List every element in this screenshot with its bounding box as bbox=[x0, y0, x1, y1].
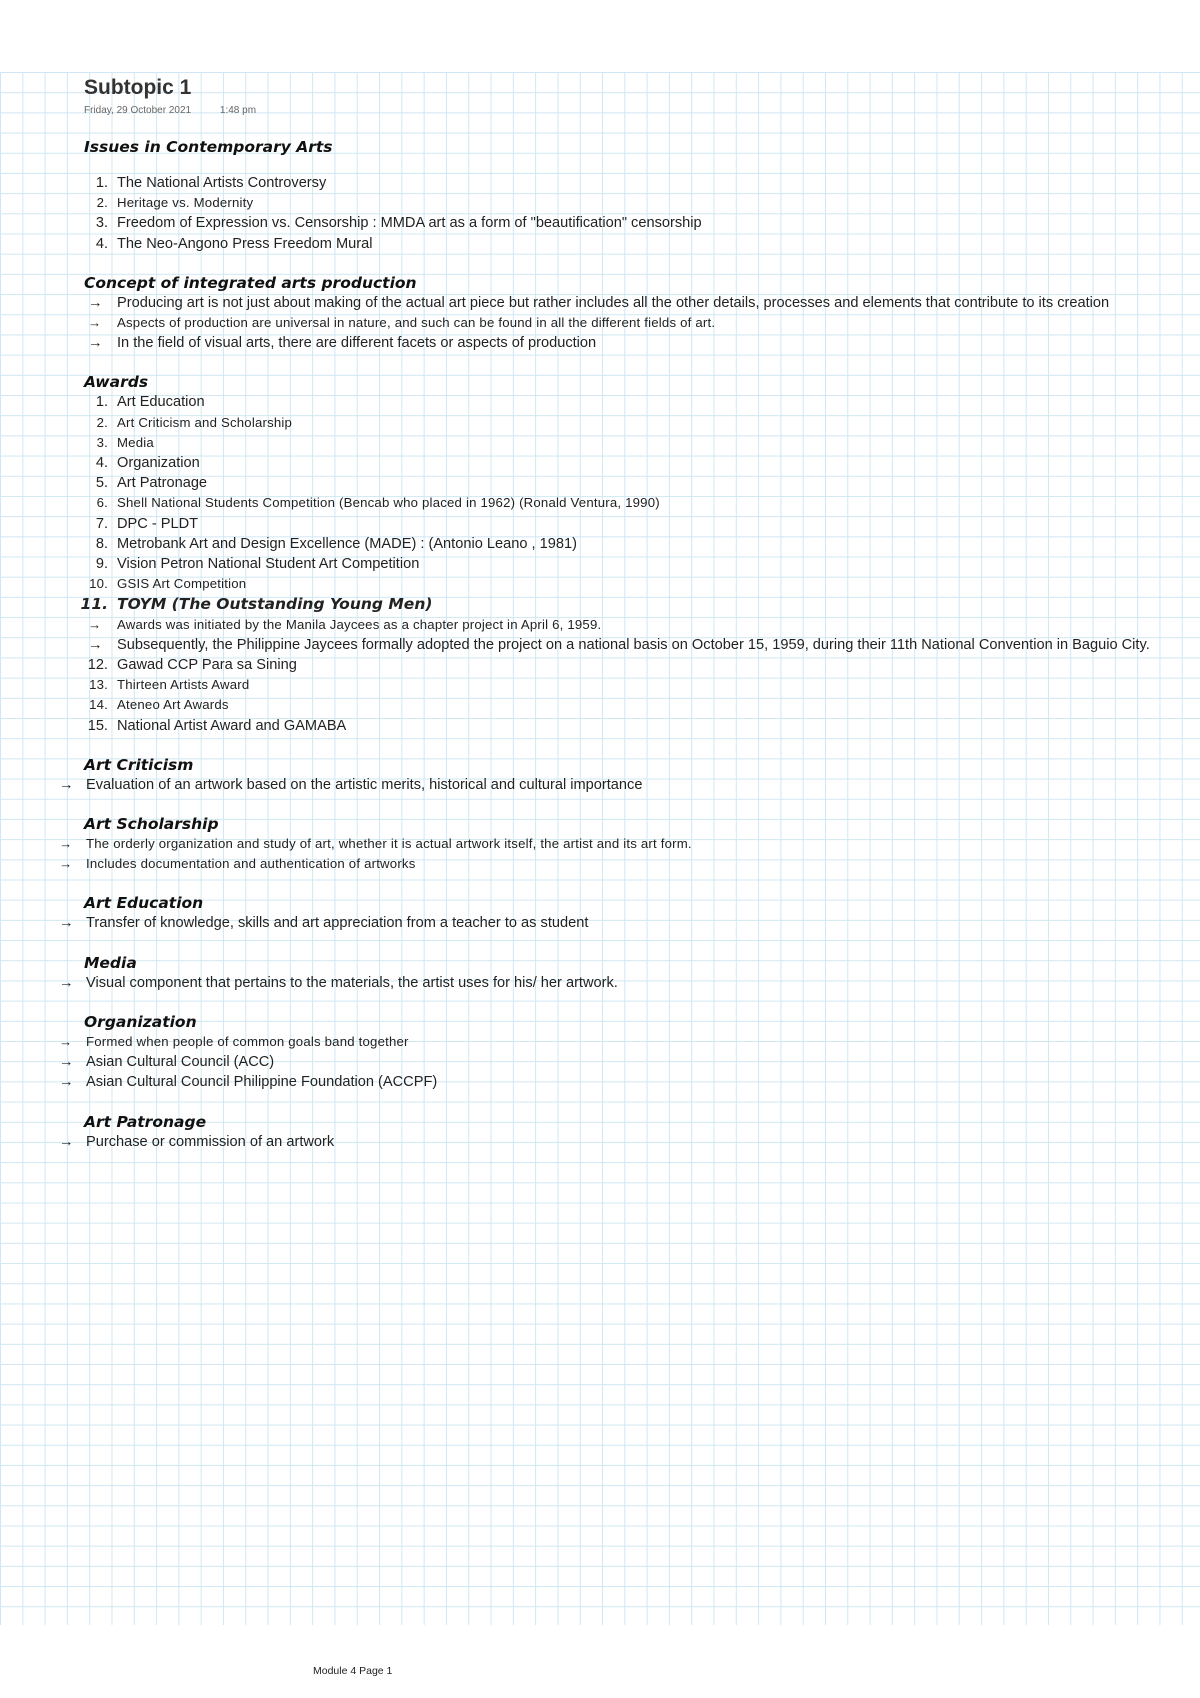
arrow-icon: → bbox=[59, 856, 73, 872]
list-item: → Asian Cultural Council (ACC) bbox=[84, 1052, 1194, 1072]
list-item: → Formed when people of common goals band together bbox=[84, 1032, 1194, 1052]
list-item: → In the field of visual arts, there are different facets or aspects of production bbox=[84, 333, 1194, 353]
art-scholarship-list bbox=[59, 834, 1194, 874]
list-item: 10. GSIS Art Competition bbox=[89, 576, 247, 592]
list-item: → Asian Cultural Council Philippine Foundation (ACCPF) bbox=[84, 1072, 1194, 1092]
art-patronage-heading: Art Patronage bbox=[84, 1112, 207, 1131]
arrow-icon: → bbox=[88, 335, 103, 352]
arrow-icon: → bbox=[59, 1033, 73, 1049]
arrow-icon: → bbox=[59, 836, 73, 852]
issues-list bbox=[84, 173, 1194, 254]
list-item: 15. National Artist Award and GAMABA bbox=[87, 717, 347, 734]
list-item: → Evaluation of an artwork based on the artistic merits, historical and cultural importance bbox=[84, 775, 1194, 795]
list-item: 9. Vision Petron National Student Art Competition bbox=[95, 556, 420, 573]
arrow-icon: → bbox=[59, 974, 74, 991]
awards-list bbox=[80, 392, 1194, 614]
awards-heading: Awards bbox=[84, 373, 149, 392]
list-item: 3. Media bbox=[96, 434, 154, 450]
page-date: Friday, 29 October 2021 bbox=[84, 105, 192, 116]
concept-list bbox=[84, 293, 1194, 354]
awards-list-continued bbox=[84, 655, 1194, 736]
list-item: 3. Freedom of Expression vs. Censorship : MMDA art as a form of "beautification" censorship bbox=[95, 215, 702, 232]
list-item: 2. Art Criticism and Scholarship bbox=[96, 414, 293, 430]
list-item: → Purchase or commission of an artwork bbox=[84, 1132, 1194, 1152]
arrow-icon: → bbox=[88, 315, 102, 331]
list-item: → Subsequently, the Philippine Jaycees formally adopted the project on a national basis on October 15, 1959, during their 11th National Convention in Baguio City. bbox=[84, 635, 1194, 655]
list-item: 1. The National Artists Controversy bbox=[95, 175, 327, 191]
organization-list bbox=[59, 1032, 1194, 1093]
art-education-list bbox=[59, 913, 1194, 933]
art-criticism-heading: Art Criticism bbox=[84, 755, 194, 774]
list-item: → The orderly organization and study of art, whether it is actual artwork itself, the artist and its art form. bbox=[84, 834, 1194, 854]
arrow-icon: → bbox=[59, 776, 74, 793]
art-education-heading: Art Education bbox=[84, 894, 204, 913]
list-item: 1. Art Education bbox=[95, 394, 205, 411]
list-item: 5. Art Patronage bbox=[95, 475, 208, 492]
list-item: → Transfer of knowledge, skills and art appreciation from a teacher to as student bbox=[84, 913, 1194, 933]
list-item: 4. Organization bbox=[95, 455, 200, 472]
page-bottom-margin bbox=[0, 1625, 1200, 1698]
arrow-icon: → bbox=[59, 1074, 74, 1091]
list-item: 13. Thirteen Artists Award bbox=[89, 677, 250, 693]
list-item: 2. Heritage vs. Modernity bbox=[96, 195, 254, 211]
page-title[interactable]: Subtopic 1 bbox=[84, 76, 192, 99]
arrow-icon: → bbox=[59, 1054, 74, 1071]
list-item: 8. Metrobank Art and Design Excellence (MADE) : (Antonio Leano , 1981) bbox=[95, 535, 577, 552]
issues-heading: Issues in Contemporary Arts bbox=[84, 138, 333, 156]
list-item: → Awards was initiated by the Manila Jaycees as a chapter project in April 6, 1959. bbox=[84, 615, 1194, 635]
arrow-icon: → bbox=[88, 636, 103, 653]
list-item: 4. The Neo-Angono Press Freedom Mural bbox=[95, 235, 373, 252]
page-top-margin bbox=[0, 0, 1200, 72]
media-heading: Media bbox=[84, 953, 137, 972]
page-footer: Module 4 Page 1 bbox=[313, 1665, 393, 1677]
arrow-icon: → bbox=[88, 616, 102, 632]
organization-heading: Organization bbox=[84, 1012, 197, 1031]
list-item-toym: 11. TOYM (The Outstanding Young Men) bbox=[80, 595, 433, 614]
art-criticism-list bbox=[59, 775, 1194, 795]
list-item: → Visual component that pertains to the materials, the artist uses for his/ her artwork. bbox=[84, 973, 1194, 993]
art-patronage-list bbox=[59, 1132, 1194, 1152]
page-timestamp bbox=[84, 105, 1194, 119]
media-list bbox=[59, 973, 1194, 993]
concept-heading: Concept of integrated arts production bbox=[84, 273, 417, 292]
page-time: 1:48 pm bbox=[219, 105, 257, 116]
art-scholarship-heading: Art Scholarship bbox=[84, 815, 219, 834]
list-item: 6. Shell National Students Competition (Bencab who placed in 1962) (Ronald Ventura, 1990) bbox=[96, 495, 660, 511]
note-page bbox=[59, 74, 1194, 1152]
arrow-icon: → bbox=[59, 1133, 74, 1150]
toym-notes bbox=[84, 615, 1194, 655]
list-item: 7. DPC - PLDT bbox=[95, 515, 199, 532]
list-item: 14. Ateneo Art Awards bbox=[89, 697, 229, 713]
list-item: → Includes documentation and authentication of artworks bbox=[84, 854, 1194, 874]
list-item: → Producing art is not just about making of the actual art piece but rather includes all the other details, processes and elements that contribute to its creation bbox=[84, 293, 1194, 313]
list-item: 12. Gawad CCP Para sa Sining bbox=[87, 657, 297, 674]
arrow-icon: → bbox=[88, 294, 103, 311]
arrow-icon: → bbox=[59, 915, 74, 932]
list-item: → Aspects of production are universal in nature, and such can be found in all the different fields of art. bbox=[84, 313, 1194, 333]
